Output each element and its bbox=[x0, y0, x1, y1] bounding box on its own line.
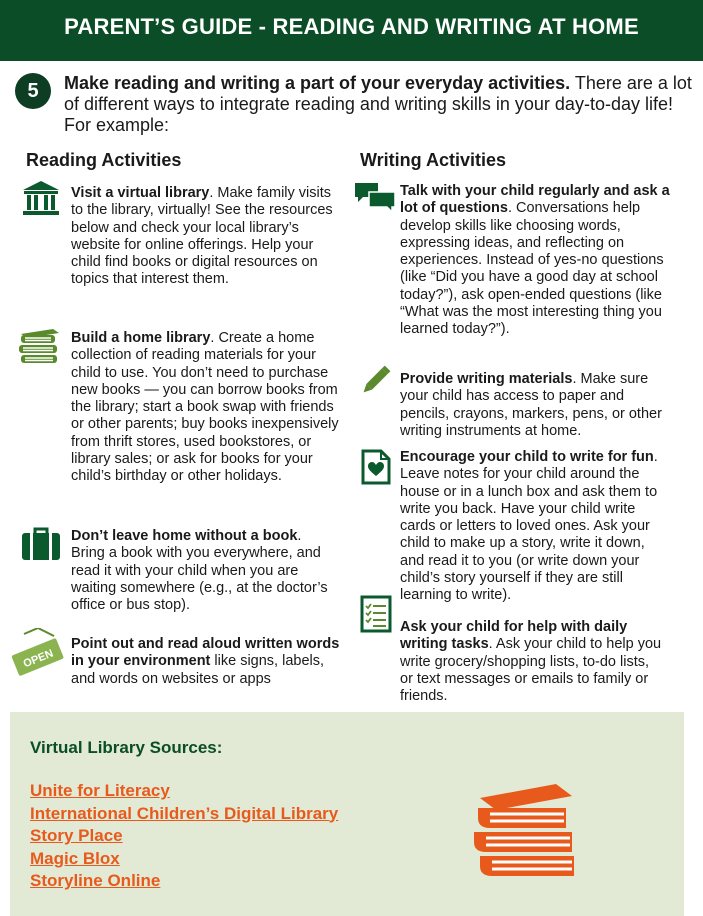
item-text: . Conversations help develop skills like choosing words, expressing ideas, and reflecting on experiences. Instead of yes-no questions (like “Did you have a good day at school today?”), ask open-ended questions (like “What was the most interesting thing you learned today?”). bbox=[400, 200, 664, 338]
reading-item-home-library bbox=[71, 330, 343, 486]
item-text: . Ask your child to help you write grocery/shopping lists, to-do lists, or text messages or emails to family or friends. bbox=[400, 636, 662, 705]
item-title: Don’t leave home without a book bbox=[71, 528, 298, 544]
sources-title: Virtual Library Sources: bbox=[30, 738, 223, 757]
sources-link-list bbox=[30, 780, 338, 893]
item-text: . Leave notes for your child around the house or in a lunch box and ask them to write you back. Have your child write cards or letters to loved ones. Ask your child to make up a story, write it down, and read it to you (or write down your child’s story yourself if they are still learning to write). bbox=[400, 449, 658, 604]
link-storyline-online[interactable]: Storyline Online bbox=[30, 871, 161, 890]
item-title: Encourage your child to write for fun bbox=[400, 449, 654, 465]
item-title: Point out and read aloud written words in your environment bbox=[71, 636, 340, 670]
svg-text:OPEN: OPEN bbox=[21, 647, 56, 671]
chat-bubbles-icon bbox=[354, 181, 396, 213]
item-title: Talk with your child regularly and ask a lot of questions bbox=[400, 183, 670, 217]
link-international-childrens-digital-library[interactable]: International Children’s Digital Library bbox=[30, 803, 339, 823]
writing-item-talk bbox=[400, 183, 672, 339]
checklist-icon bbox=[360, 595, 392, 633]
reading-heading: Reading Activities bbox=[26, 150, 182, 170]
heart-note-icon bbox=[361, 449, 391, 485]
reading-item-environment-words bbox=[71, 636, 343, 688]
step-lead: Make reading and writing a part of your everyday activities. bbox=[64, 73, 571, 93]
link-story-place[interactable]: Story Place bbox=[30, 826, 123, 845]
reading-item-virtual-library bbox=[71, 185, 341, 289]
item-title: Build a home library bbox=[71, 330, 211, 346]
item-title: Visit a virtual library bbox=[71, 185, 210, 201]
writing-item-daily-tasks bbox=[400, 619, 665, 705]
book-stack-icon bbox=[17, 326, 61, 366]
open-sign-icon bbox=[10, 628, 66, 680]
suitcase-icon bbox=[21, 527, 61, 561]
item-title: Ask your child for help with daily writing tasks bbox=[400, 619, 628, 653]
item-text: like signs, labels, and words on websites or apps bbox=[71, 653, 325, 687]
library-building-icon bbox=[21, 180, 61, 216]
item-text: . Create a home collection of reading materials for your child to use. You don’t need to purchase new books — you can borrow books from the library; start a book swap with friends or other parents; buy books inexpensively from thrift stores, used bookstores, or library sales; or ask for books for your child’s birthday or other holidays. bbox=[71, 330, 339, 485]
writing-item-materials bbox=[400, 371, 665, 440]
page-title: PARENT’S GUIDE - READING AND WRITING AT HOME bbox=[64, 14, 639, 39]
step-number-badge: 5 bbox=[15, 73, 51, 109]
link-unite-for-literacy[interactable]: Unite for Literacy bbox=[30, 781, 170, 800]
orange-books-icon bbox=[470, 778, 582, 880]
page-header bbox=[0, 0, 703, 61]
item-text: . Make sure your child has access to paper and pencils, crayons, markers, pens, or other writing instruments at home. bbox=[400, 371, 662, 439]
writing-item-write-for-fun bbox=[400, 449, 672, 605]
item-title: Provide writing materials bbox=[400, 371, 573, 387]
item-text: . Make family visits to the library, virtually! See the resources below and check your local library’s website for online offerings. Help your child find books or digital resources on topics that interest them. bbox=[71, 185, 333, 288]
step-text: There are a lot of different ways to integrate reading and writing skills in your day-to-day life! For example: bbox=[64, 73, 692, 135]
virtual-library-sources-panel bbox=[10, 712, 684, 916]
item-text: . Bring a book with you everywhere, and read it with your child when you are waiting somewhere (e.g., at the doctor’s office or bus stop). bbox=[71, 528, 328, 614]
link-magic-blox[interactable]: Magic Blox bbox=[30, 848, 120, 868]
writing-heading: Writing Activities bbox=[360, 150, 507, 170]
reading-item-bring-book bbox=[71, 528, 339, 614]
step-intro bbox=[64, 73, 694, 136]
pencil-icon bbox=[359, 361, 395, 397]
